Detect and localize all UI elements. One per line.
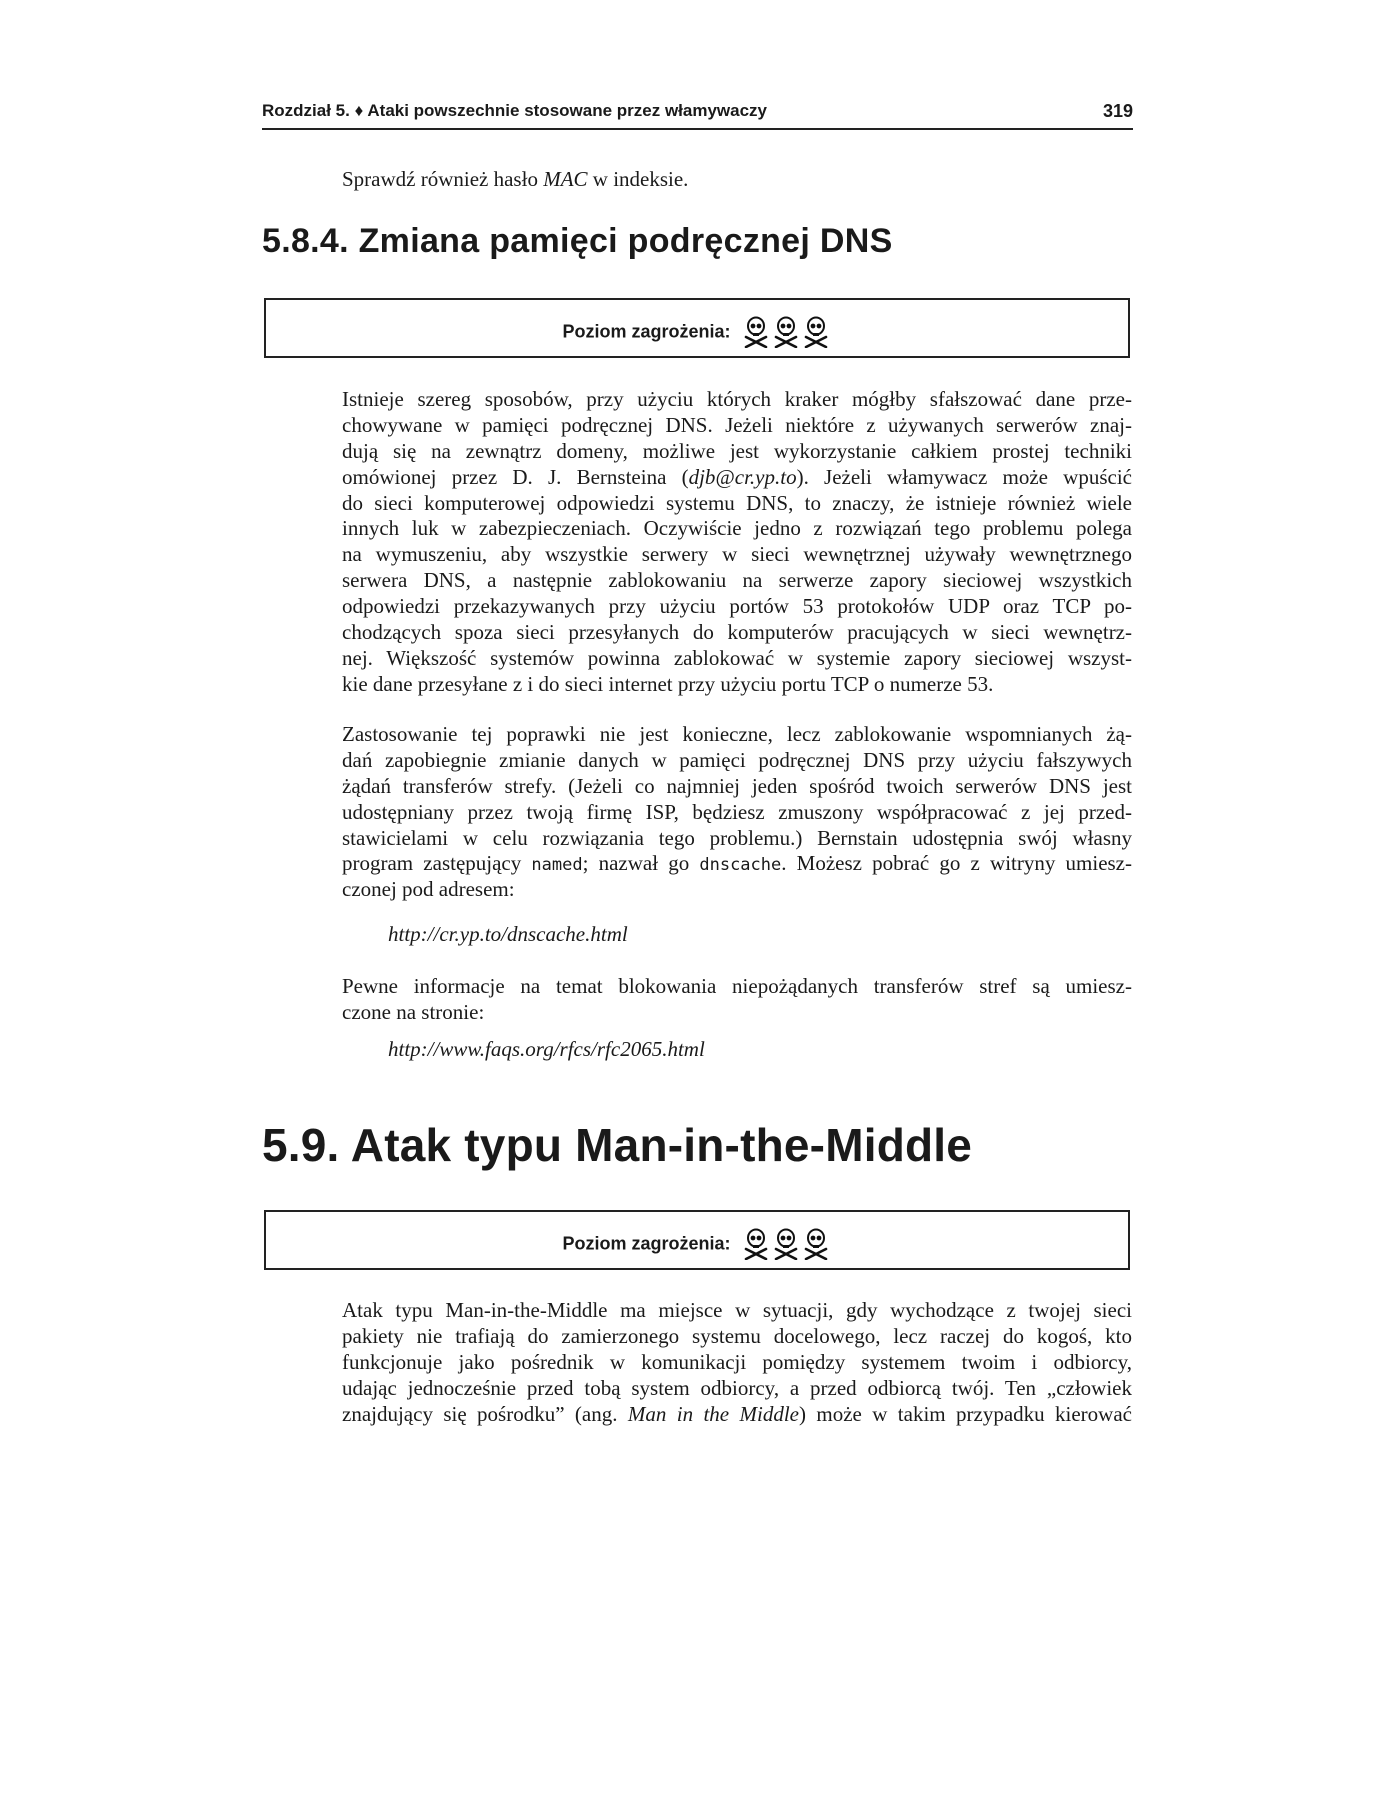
skull-crossbones-icon <box>742 316 770 348</box>
text-line: udając jednocześnie przed tobą system odbiorcy, a przed odbiorcą twój. Ten „człowiek <box>342 1375 1132 1400</box>
index-term: MAC <box>543 167 588 191</box>
text-line: stawicielami w celu rozwiązania tego problemu.) Bernstain udostępnia swój własny <box>342 825 1132 850</box>
text-line: innych luk w zabezpieczeniach. Oczywiście jedno z rozwiązań tego problemu polega <box>342 516 1132 541</box>
threat-level-box <box>264 298 1130 358</box>
threat-level-label: Poziom zagrożenia: <box>562 321 731 342</box>
threat-level-skulls <box>742 316 832 348</box>
running-head-title <box>262 101 767 121</box>
text-line: żądań transferów strefy. (Jeżeli co najmniej jeden spośród twoich serwerów DNS jest <box>342 773 1132 798</box>
text-line: funkcjonuje jako pośrednik w komunikacji pomiędzy systemem twoim i odbiorcy, <box>342 1349 1132 1374</box>
text-line: kie dane przesyłane z i do sieci internet przy użyciu portu TCP o numerze 53. <box>342 671 994 696</box>
code-dnscache: dnscache <box>699 855 782 876</box>
threat-level-skulls <box>742 1228 832 1260</box>
text-line: omówionej przez D. J. Bernsteina (djb@cr.yp.to). Jeżeli włamywacz może wpuścić <box>342 464 1132 489</box>
threat-level-row <box>266 1228 1128 1260</box>
section-heading-5-8-4: 5.8.4. Zmiana pamięci podręcznej DNS <box>262 222 893 260</box>
chapter-number: Rozdział 5. <box>262 101 350 120</box>
text-line: program zastępujący named; nazwał go dnscache. Możesz pobrać go z witryny umiesz- <box>342 851 1132 876</box>
diamond-separator-icon: ♦ <box>354 101 364 120</box>
text-line: dują się na zewnątrz domeny, możliwe jest wykorzystanie całkiem prostej techniki <box>342 438 1132 463</box>
skull-crossbones-icon <box>772 1228 800 1260</box>
text-line: Istnieje szereg sposobów, przy użyciu których kraker mógłby sfałszować dane prze- <box>342 387 1132 411</box>
text-line: czone na stronie: <box>342 999 485 1024</box>
threat-level-box <box>264 1210 1130 1270</box>
text-line: czonej pod adresem: <box>342 877 515 902</box>
text-line: Sprawdź również hasło MAC w indeksie. <box>342 167 689 191</box>
url-rfc2065[interactable]: http://www.faqs.org/rfcs/rfc2065.html <box>388 1037 705 1061</box>
text-line: dań zapobiegnie zmianie danych w pamięci podręcznej DNS przy użyciu fałszywych <box>342 747 1132 772</box>
paragraph-dns-1 <box>342 387 1132 698</box>
text-line: udostępniany przez twoją firmę ISP, będziesz zmuszony współpracować z jej przed- <box>342 799 1132 824</box>
text-line: odpowiedzi przekazywanych przy użyciu portów 53 protokołów UDP oraz TCP po- <box>342 594 1132 619</box>
chapter-title: Ataki powszechnie stosowane przez włamywaczy <box>367 101 768 120</box>
skull-crossbones-icon <box>772 316 800 348</box>
skull-crossbones-icon <box>802 316 830 348</box>
url-dnscache[interactable]: http://cr.yp.to/dnscache.html <box>388 922 628 946</box>
text-line: chowywane w pamięci podręcznej DNS. Jeżeli niektóre z używanych serwerów znaj- <box>342 412 1132 437</box>
paragraph-dns-2 <box>342 722 1132 903</box>
text-line: Pewne informacje na temat blokowania niepożądanych transferów stref są umiesz- <box>342 974 1132 998</box>
page-number: 319 <box>1102 101 1133 121</box>
text-line: Atak typu Man-in-the-Middle ma miejsce w sytuacji, gdy wychodzące z twojej sieci <box>342 1298 1132 1322</box>
text-line: do sieci komputerowej odpowiedzi systemu DNS, to znaczy, że istnieje również wiele <box>342 490 1132 515</box>
text-line: chodzących spoza sieci przesyłanych do komputerów pracujących w sieci wewnętrz- <box>342 620 1132 645</box>
text-line: na wymuszeniu, aby wszystkie serwery w sieci wewnętrznej używały wewnętrznego <box>342 542 1132 567</box>
text-line: znajdujący się pośrodku” (ang. Man in the Middle) może w takim przypadku kierować <box>342 1401 1132 1426</box>
text-line: pakiety nie trafiają do zamierzonego systemu docelowego, lecz raczej do kogoś, kto <box>342 1323 1132 1348</box>
english-term: Man in the Middle <box>627 1401 799 1426</box>
threat-level-row <box>266 316 1128 348</box>
text-line: serwera DNS, a następnie zablokowaniu na serwerze zapory sieciowej wszystkich <box>342 568 1132 593</box>
paragraph-mitm-1 <box>342 1298 1132 1427</box>
paragraph-dns-3 <box>342 974 1132 1026</box>
skull-crossbones-icon <box>802 1228 830 1260</box>
text-line: nej. Większość systemów powinna zablokować w systemie zapory sieciowej wszyst- <box>342 645 1132 670</box>
skull-crossbones-icon <box>742 1228 770 1260</box>
running-head <box>262 98 1133 130</box>
threat-level-label: Poziom zagrożenia: <box>562 1233 731 1254</box>
intro-paragraph <box>342 167 1132 193</box>
section-heading-5-9: 5.9. Atak typu Man-in-the-Middle <box>262 1119 973 1171</box>
email-address: djb@cr.yp.to <box>688 464 797 489</box>
text-line: Zastosowanie tej poprawki nie jest konieczne, lecz zablokowanie wspomnianych żą- <box>342 722 1132 746</box>
code-named: named <box>531 855 583 876</box>
